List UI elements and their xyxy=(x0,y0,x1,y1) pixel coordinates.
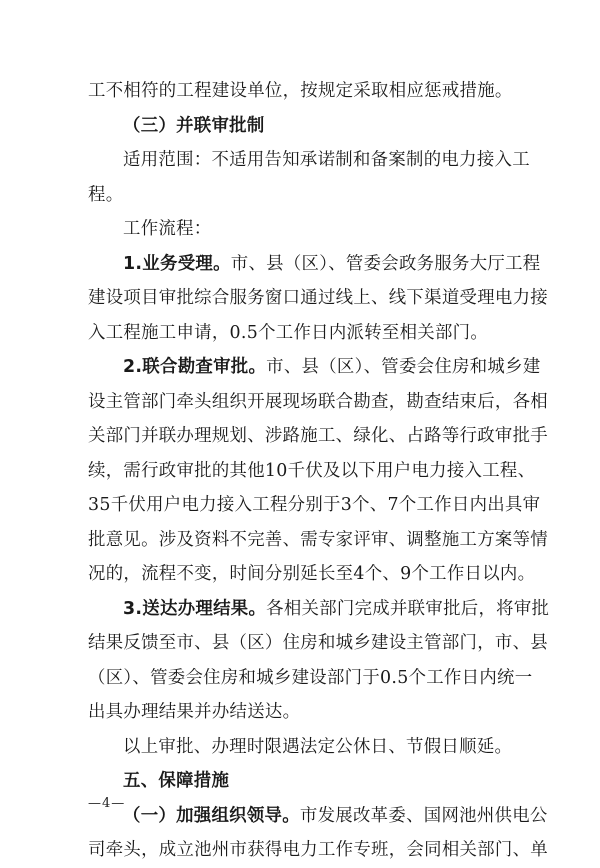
step-text: 各相关部门完成并联审批后，将审批 xyxy=(266,598,550,619)
section-heading: 五、保障措施 xyxy=(123,771,230,791)
page-number: —4— xyxy=(88,796,126,811)
paragraph-line: 批意见。涉及资料不完善、需专家评审、调整施工方案等情 xyxy=(88,529,548,550)
subsection-title: （一）加强组织领导。 xyxy=(123,805,300,826)
paragraph-line: 出具办理结果并办结送达。 xyxy=(88,702,301,722)
document-body xyxy=(88,74,550,868)
paragraph-line: 关部门并联办理规划、涉路施工、绿化、占路等行政审批手 xyxy=(88,426,548,446)
paragraph-line: 司牵头，成立池州市获得电力工作专班，会同相关部门、单 xyxy=(88,840,548,860)
paragraph-line: 结果反馈至市、县（区）住房和城乡建设主管部门，市、县 xyxy=(88,633,548,653)
paragraph-line: 以上审批、办理时限遇法定公休日、节假日顺延。 xyxy=(123,736,513,757)
step-title: 1.业务受理。 xyxy=(123,253,231,274)
paragraph-line: 续，需行政审批的其他10千伏及以下用户电力接入工程、 xyxy=(88,460,536,481)
paragraph-line: 35千伏用户电力接入工程分别于3个、7个工作日内出具审 xyxy=(88,495,541,515)
paragraph-line: 入工程施工申请，0.5个工作日内派转至相关部门。 xyxy=(88,322,489,343)
section-heading: （三）并联审批制 xyxy=(123,115,265,136)
paragraph-line xyxy=(88,247,541,282)
paragraph-line: 工作流程： xyxy=(123,219,212,239)
step-text: 市、县（区）、管委会住房和城乡建 xyxy=(266,357,541,377)
paragraph-line: （区）、管委会住房和城乡建设部门于0.5个工作日内统一 xyxy=(88,667,533,688)
paragraph-line: 况的，流程不变，时间分别延长至4个、9个工作日以内。 xyxy=(88,564,536,584)
paragraph-line xyxy=(88,799,548,834)
subsection-text: 市发展改革委、国网池州供电公 xyxy=(299,805,548,826)
paragraph-line xyxy=(88,350,541,385)
paragraph-line: 程。 xyxy=(88,184,124,205)
paragraph-line: 工不相符的工程建设单位，按规定采取相应惩戒措施。 xyxy=(88,81,513,101)
paragraph-line: 适用范围：不适用告知承诺制和备案制的电力接入工 xyxy=(123,150,530,170)
paragraph-line: 设主管部门牵头组织开展现场联合勘查，勘查结束后，各相 xyxy=(88,391,548,412)
paragraph-line: 建设项目审批综合服务窗口通过线上、线下渠道受理电力接 xyxy=(88,288,548,308)
step-title: 3.送达办理结果。 xyxy=(123,598,267,619)
paragraph-line xyxy=(88,592,550,627)
step-text: 市、县（区）、管委会政务服务大厅工程 xyxy=(230,253,541,274)
step-title: 2.联合勘查审批。 xyxy=(123,357,267,377)
